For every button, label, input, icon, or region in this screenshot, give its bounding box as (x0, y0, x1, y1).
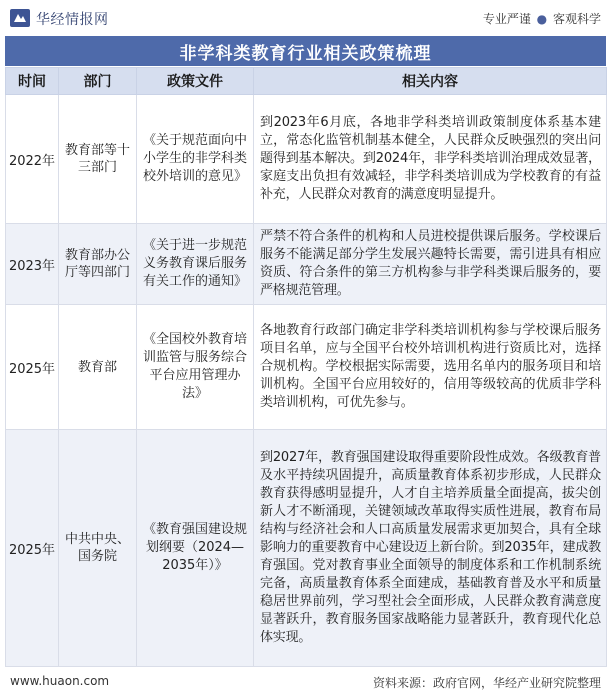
table-row (6, 305, 607, 430)
column-header-content: 相关内容 (254, 68, 607, 95)
cell-dept: 教育部 (59, 305, 137, 430)
cell-dept: 教育部等十三部门 (59, 95, 137, 224)
slogan-part-2: 客观科学 (552, 12, 601, 26)
cell-content: 到2023年6月底，各地非学科类培训政策制度体系基本建立，常态化监管机制基本健全，人民群众反映强烈的突出问题得到基本解决。到2024年，非学科类培训治理成效显著，家庭支出负担有效减轻，非学科类培训成为学校教育的有益补充，人民群众对教育的满意度明显提升。 (254, 95, 607, 224)
huajing-logo-icon (10, 9, 30, 27)
cell-doc: 《全国校外教育培训监管与服务综合平台应用管理办法》 (137, 305, 254, 430)
cell-content: 各地教育行政部门确定非学科类培训机构参与学校课后服务项目名单，应与全国平台校外培训机构进行资质比对，选择合规机构。学校根据实际需要，选用名单内的服务项目和培训机构。全国平台应用较好的，信用等级较高的优质非学科类培训机构，可优先参与。 (254, 305, 607, 430)
cell-time: 2025年 (6, 430, 59, 667)
cell-dept: 教育部办公厅等四部门 (59, 224, 137, 305)
top-bar (0, 0, 611, 34)
cell-doc: 《关于进一步规范义务教育课后服务有关工作的通知》 (137, 224, 254, 305)
cell-time: 2025年 (6, 305, 59, 430)
table-row (6, 224, 607, 305)
column-header-time: 时间 (6, 68, 59, 95)
table-row (6, 430, 607, 667)
cell-time: 2023年 (6, 224, 59, 305)
policy-table (5, 67, 607, 667)
slogan-part-1: 专业严谨 (482, 12, 531, 26)
footer (0, 669, 611, 696)
cell-content: 严禁不符合条件的机构和人员进校提供课后服务。学校课后服务不能满足部分学生发展兴趣特长需要，需引进具有相应资质、符合条件的第三方机构参与非学科类课后服务的，要严格规范管理。 (254, 224, 607, 305)
page-title: 非学科类教育行业相关政策梳理 (5, 36, 606, 66)
slogan (483, 10, 601, 27)
cell-content: 到2027年，教育强国建设取得重要阶段性成效。各级教育普及水平持续巩固提升，高质量教育体系初步形成，人民群众教育获得感明显提升，人才自主培养质量全面提高，拔尖创新人才不断涌现，关键领域改革取得实质性进展，教育布局结构与经济社会和人口高质量发展需求更加契合，具有全球影响力的重要教育中心建设迈上新台阶。到2035年，建成教育强国。党对教育事业全面领导的制度体系和工作机制系统完备，高质量教育体系全面建成，基础教育普及水平和质量稳居世界前列，学习型社会全面形成，人民群众教育满意度显著跃升，教育服务国家战略能力显著跃升，教育现代化总体实现。 (254, 430, 607, 667)
table-row (6, 95, 607, 224)
site-url: www.huaon.com (10, 674, 110, 688)
brand-name: 华经情报网 (36, 12, 109, 28)
slogan-separator: ● (536, 12, 548, 26)
table-header-row (6, 68, 607, 95)
source-note: 资料来源：政府官网，华经产业研究院整理 (372, 676, 601, 690)
cell-doc: 《教育强国建设规划纲要（2024—2035年）》 (137, 430, 254, 667)
column-header-doc: 政策文件 (137, 68, 254, 95)
column-header-dept: 部门 (59, 68, 137, 95)
cell-dept: 中共中央、国务院 (59, 430, 137, 667)
cell-doc: 《关于规范面向中小学生的非学科类校外培训的意见》 (137, 95, 254, 224)
cell-time: 2022年 (6, 95, 59, 224)
